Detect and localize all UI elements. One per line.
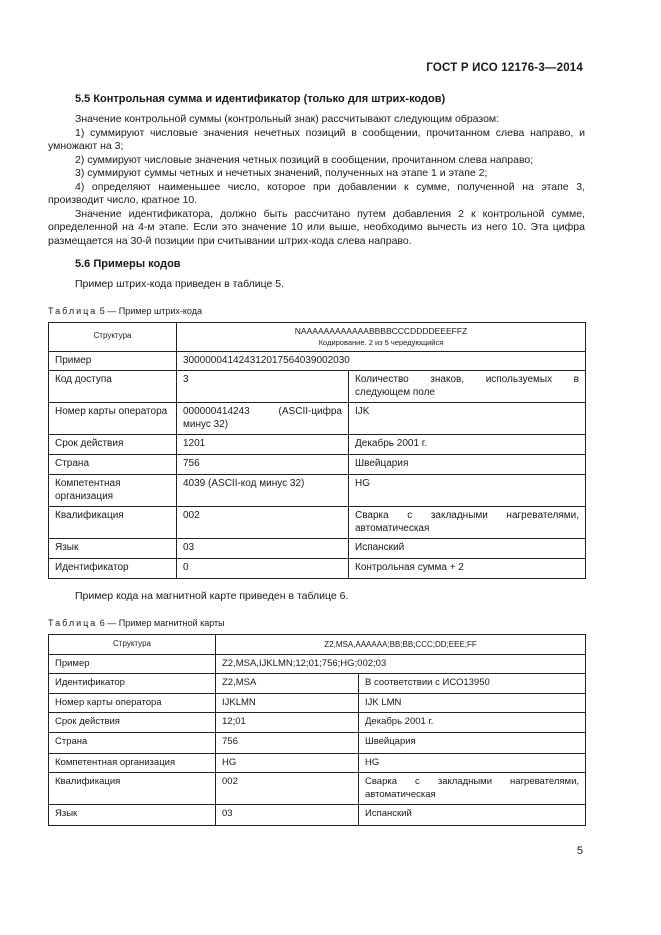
table-cell: IJK bbox=[349, 403, 586, 435]
table-cell: Количество знаков, используемых в следующем поле bbox=[349, 371, 586, 403]
table-cell: HG bbox=[359, 753, 586, 773]
table-row bbox=[49, 732, 586, 753]
checksum-step-2: 2) суммируют числовые значения четных позиций в сообщении, прочитанном слева направо; bbox=[75, 153, 534, 166]
table-cell: IJK LMN bbox=[359, 693, 586, 713]
table-row bbox=[49, 693, 586, 713]
table-cell: 03 bbox=[216, 805, 359, 826]
section-5-5-title: 5.5 Контрольная сумма и идентификатор (только для штрих-кодов) bbox=[75, 93, 446, 105]
table-cell: 002 bbox=[177, 507, 349, 539]
table-cell: Сварка с закладными нагревателями, автоматическая bbox=[359, 773, 586, 805]
table-cell: 12;01 bbox=[216, 713, 359, 733]
table-cell: HG bbox=[349, 475, 586, 507]
table-cell: Швейцария bbox=[349, 455, 586, 475]
table-cell: Номер карты оператора bbox=[49, 403, 177, 435]
table-cell: Язык bbox=[49, 805, 216, 826]
table-cell: 756 bbox=[177, 455, 349, 475]
table-row bbox=[49, 539, 586, 559]
table-cell: Квалификация bbox=[49, 773, 216, 805]
table-cell: Сварка с закладными нагревателями, автоматическая bbox=[349, 507, 586, 539]
table-cell: Код доступа bbox=[49, 371, 177, 403]
table-cell: Пример bbox=[49, 654, 216, 674]
table-cell: Декабрь 2001 г. bbox=[349, 435, 586, 455]
barcode-example-intro: Пример штрих-кода приведен в таблице 5. bbox=[75, 278, 285, 290]
checksum-step-3: 3) суммируют суммы четных и нечетных значений, полученных на этапе 1 и этапе 2; bbox=[75, 167, 488, 179]
table-row bbox=[49, 435, 586, 455]
table-cell: Компетентная организация bbox=[49, 475, 177, 507]
table-6-caption: Таблица 6 — Пример магнитной карты bbox=[48, 617, 225, 628]
table-row bbox=[49, 351, 586, 371]
table-row bbox=[49, 455, 586, 475]
table-row bbox=[49, 773, 586, 805]
table-cell: 1201 bbox=[177, 435, 349, 455]
table-header-format: Z2,MSA,AAAAAA;BB;BB;CCC;DD;EEE;FF bbox=[216, 634, 586, 654]
table-cell: 03 bbox=[177, 539, 349, 559]
page-content bbox=[48, 92, 585, 826]
table-cell: Страна bbox=[49, 455, 177, 475]
table-cell: Компетентная организация bbox=[49, 753, 216, 773]
table-row bbox=[49, 475, 586, 507]
table-cell: Номер карты оператора bbox=[49, 693, 216, 713]
table-cell: Идентификатор bbox=[49, 674, 216, 694]
table-cell: 300000041424312017564039002030 bbox=[177, 351, 586, 371]
table-cell: Срок действия bbox=[49, 435, 177, 455]
table-row bbox=[49, 322, 586, 351]
table-row bbox=[49, 713, 586, 733]
page-number: 5 bbox=[576, 845, 583, 857]
checksum-step-4: 4) определяют наименьшее число, которое при добавлении к сумме, полученной на этапе 3, производит число, кратное 10. bbox=[48, 180, 585, 206]
table-header-format: NAAAAAAAAAAAABBBBCCCDDDDEEEFFZ Кодирование. 2 из 5 чередующийся bbox=[177, 322, 586, 351]
table-cell: 000000414243 (ASCII-цифра минус 32) bbox=[177, 403, 349, 435]
table-cell: Декабрь 2001 г. bbox=[359, 713, 586, 733]
identifier-paragraph: Значение идентификатора, должно быть рассчитано путем добавления 2 к контрольной сумме, определенной на 4-м этапе. Если это значение 10 или выше, необходимо вычесть из него 10. Эта цифра размещается на 30-й позиции при считывании штрих-кода слева направо. bbox=[48, 207, 585, 247]
table-cell: 0 bbox=[177, 559, 349, 579]
table-row bbox=[49, 674, 586, 694]
table-cell: Z2,MSA bbox=[216, 674, 359, 694]
table-cell: 002 bbox=[216, 773, 359, 805]
table-cell: Z2,MSA,IJKLMN;12;01;756;HG;002;03 bbox=[216, 654, 586, 674]
magnetic-card-example-intro: Пример кода на магнитной карте приведен в таблице 6. bbox=[75, 590, 349, 602]
document-id: ГОСТ Р ИСО 12176-3—2014 bbox=[426, 62, 583, 74]
table-row bbox=[49, 403, 586, 435]
table-cell: Швейцария bbox=[359, 732, 586, 753]
table-row bbox=[49, 634, 586, 654]
table-cell: В соответствии с ИСО13950 bbox=[359, 674, 586, 694]
table-5-barcode-example bbox=[48, 322, 586, 580]
table-header-structure: Структура bbox=[49, 322, 177, 351]
table-row bbox=[49, 559, 586, 579]
table-cell: Идентификатор bbox=[49, 559, 177, 579]
table-cell: Срок действия bbox=[49, 713, 216, 733]
table-cell: IJKLMN bbox=[216, 693, 359, 713]
checksum-step-1: 1) суммируют числовые значения нечетных позиций в сообщении, прочитанном слева направо, и умножают на 3; bbox=[48, 126, 585, 152]
table-header-structure: Структура bbox=[49, 634, 216, 654]
table-cell: Пример bbox=[49, 351, 177, 371]
table-5-caption: Таблица 5 — Пример штрих-кода bbox=[48, 305, 202, 316]
section-5-6-title: 5.6 Примеры кодов bbox=[75, 258, 181, 270]
table-cell: HG bbox=[216, 753, 359, 773]
table-row bbox=[49, 507, 586, 539]
table-row bbox=[49, 753, 586, 773]
table-cell: Язык bbox=[49, 539, 177, 559]
checksum-intro: Значение контрольной суммы (контрольный знак) рассчитывают следующим образом: bbox=[75, 113, 500, 125]
table-cell: Испанский bbox=[359, 805, 586, 826]
table-row bbox=[49, 371, 586, 403]
table-cell: Страна bbox=[49, 732, 216, 753]
table-cell: Квалификация bbox=[49, 507, 177, 539]
table-row bbox=[49, 805, 586, 826]
table-6-magnetic-card-example bbox=[48, 634, 586, 827]
table-row bbox=[49, 654, 586, 674]
table-cell: Испанский bbox=[349, 539, 586, 559]
table-cell: 4039 (ASCII-код минус 32) bbox=[177, 475, 349, 507]
table-cell: 3 bbox=[177, 371, 349, 403]
table-cell: Контрольная сумма + 2 bbox=[349, 559, 586, 579]
table-cell: 756 bbox=[216, 732, 359, 753]
